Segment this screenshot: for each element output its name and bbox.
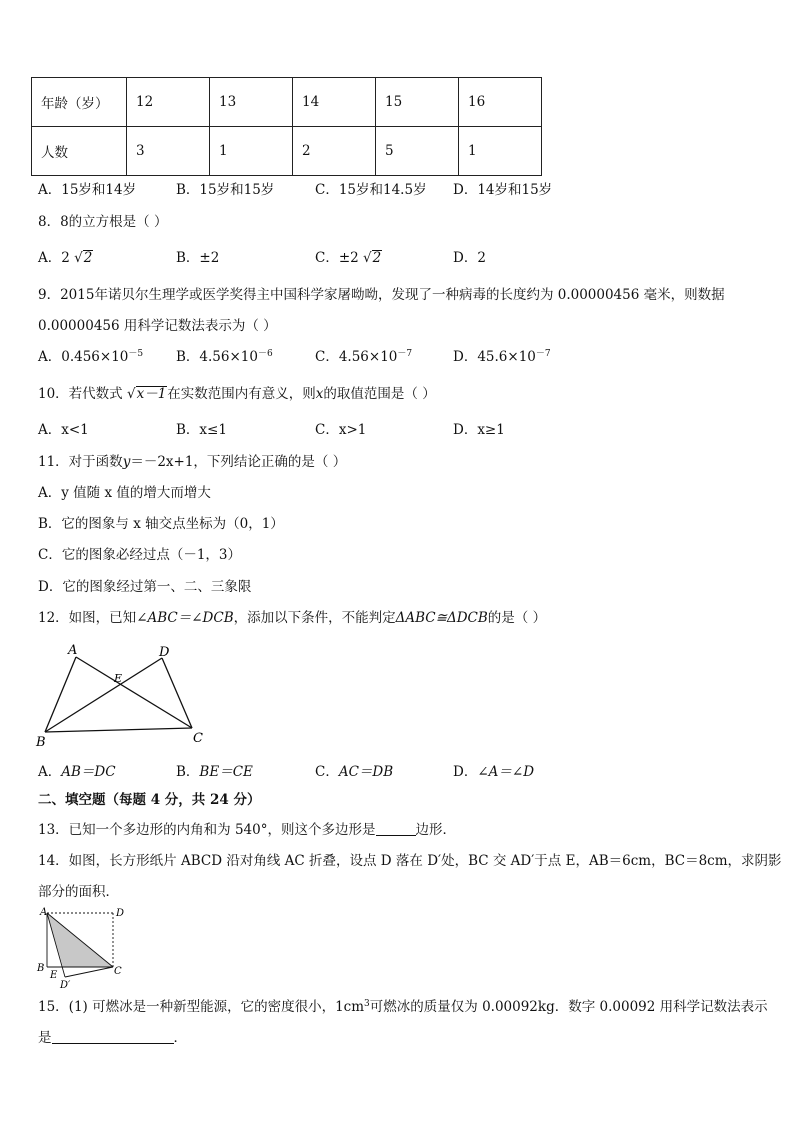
q15-stem-pre: 15．(1) 可燃冰是一种新型能源，它的密度很小，1cm	[38, 999, 365, 1015]
label-d: D	[116, 908, 125, 919]
table-cell: 人数	[32, 127, 127, 176]
q8-options	[38, 248, 758, 268]
q10-stem-post: 的取值范围是（ ）	[323, 386, 436, 402]
label-e: E	[114, 672, 123, 685]
q8-option-c: C．±2 √2	[315, 250, 382, 266]
q12-option-b-prefix: B．	[176, 764, 200, 780]
table-cell: 5	[376, 127, 459, 176]
q10-radicand: x－1	[136, 386, 167, 402]
q12-option-d-math: ∠A＝∠D	[477, 764, 535, 780]
q9-stem-line2: 0.00000456 用科学记数法表示为（ ）	[38, 318, 277, 334]
q7-option-c: C．15岁和14.5岁	[315, 182, 427, 198]
label-d: D	[159, 645, 170, 660]
q12-option-a	[38, 762, 116, 782]
q12-stem-mid: ，添加以下条件，不能判定	[233, 610, 396, 626]
q8-option-c-prefix: C．±2	[315, 250, 359, 266]
q12-option-c-prefix: C．	[315, 764, 339, 780]
q9-option-a	[38, 347, 143, 367]
table-cell: 14	[293, 78, 376, 127]
q13-stem-post: 边形．	[415, 822, 456, 838]
section-title: 二、填空题（每题 4 分，共 24 分）	[38, 792, 261, 808]
q7-options	[38, 180, 758, 200]
q12-stem-pre: 12．如图，已知	[38, 610, 137, 626]
q7-option-b: B．15岁和15岁	[176, 182, 275, 198]
table-cell: 15	[376, 78, 459, 127]
q13-stem-pre: 13．已知一个多边形的内角和为 540°，则这个多边形是	[38, 822, 376, 838]
q12-condition: ∠ABC＝∠DCB	[136, 610, 234, 626]
q12-option-c	[315, 762, 393, 782]
table-cell: 1	[210, 127, 293, 176]
q12-options	[38, 762, 758, 782]
table-cell: 3	[127, 127, 210, 176]
table-cell: 13	[210, 78, 293, 127]
q12-figure	[30, 640, 220, 750]
q12-option-d	[453, 762, 534, 782]
q11-stem	[38, 452, 346, 472]
q8-option-a-prefix: A．2	[38, 250, 70, 266]
segment-bd	[45, 658, 162, 732]
q15-superscript: 3	[364, 999, 370, 1009]
q9-option-d-exponent: －7	[535, 349, 551, 359]
q11-stem-post: ＝－2x+1，下列结论正确的是（ ）	[130, 454, 347, 470]
q7-option-a: A．15岁和14岁	[38, 182, 137, 198]
q9-option-a-exponent: －5	[128, 349, 144, 359]
q9-stem-line1: 9．2015年诺贝尔生理学或医学奖得主中国科学家屠呦呦，发现了一种病毒的长度约为 0.00000456 毫米，则数据	[38, 287, 725, 303]
q15-stem-line2	[38, 1028, 187, 1048]
q10-options	[38, 420, 758, 440]
q12-conclusion: ΔABC≅ΔDCB	[395, 610, 488, 626]
q9-option-b-base: B．4.56×10	[176, 349, 258, 365]
q14-stem-line2: 部分的面积．	[38, 884, 119, 900]
q15-line2-pre: 是	[38, 1030, 52, 1046]
segment-ab	[45, 657, 76, 732]
q11-stem-pre: 11．对于函数	[38, 454, 123, 470]
q12-option-a-prefix: A．	[38, 764, 62, 780]
q11-function-var: y	[122, 454, 131, 470]
label-b: B	[37, 963, 45, 974]
q10-option-d: D．x≥1	[453, 422, 505, 438]
q8-option-c-radicand: 2	[372, 250, 382, 266]
label-d-prime: D′	[60, 980, 71, 990]
q9-option-c	[315, 347, 412, 367]
q12-option-a-math: AB＝DC	[61, 764, 116, 780]
label-c: C	[114, 966, 122, 977]
label-c: C	[193, 731, 203, 746]
q15-stem-post: 可燃冰的质量仅为 0.00092kg．数字 0.00092 用科学记数法表示	[369, 999, 768, 1015]
table-row	[32, 127, 542, 176]
q14-figure	[34, 905, 129, 990]
q12-option-c-math: AC＝DB	[338, 764, 394, 780]
q10-option-a: A．x<1	[38, 422, 89, 438]
q8-option-d: D．2	[453, 250, 486, 266]
q9-option-b	[176, 347, 273, 367]
q12-stem	[38, 608, 546, 628]
q11-option-a: A．y 值随 x 值的增大而增大	[38, 485, 211, 501]
label-a: A	[68, 643, 78, 658]
q9-option-b-exponent: －6	[257, 349, 273, 359]
age-count-table	[31, 77, 542, 176]
q9-option-d-base: D．45.6×10	[453, 349, 536, 365]
q12-option-d-prefix: D．	[453, 764, 478, 780]
q12-option-b	[176, 762, 253, 782]
q13-answer-blank[interactable]	[376, 821, 416, 836]
table-cell: 16	[459, 78, 542, 127]
q9-option-c-base: C．4.56×10	[315, 349, 398, 365]
segment-d-prime-c	[65, 967, 113, 977]
q15-line2-post: ．	[173, 1030, 187, 1046]
segment-ac	[76, 657, 192, 728]
table-cell: 2	[293, 127, 376, 176]
q8-option-b: B．±2	[176, 250, 220, 266]
q10-stem-mid: 在实数范围内有意义，则	[167, 386, 316, 402]
table-cell: 年龄（岁）	[32, 78, 127, 127]
q14-stem-line1: 14．如图，长方形纸片 ABCD 沿对角线 AC 折叠，设点 D 落在 D′处，BC 交 AD′于点 E，AB＝6cm，BC＝8cm，求阴影	[38, 853, 782, 869]
label-b: B	[36, 735, 46, 750]
label-a: A	[40, 907, 48, 918]
q9-options	[38, 347, 758, 367]
q12-stem-post: 的是（ ）	[487, 610, 547, 626]
q9-option-d	[453, 347, 551, 367]
q10-option-b: B．x≤1	[176, 422, 227, 438]
segment-bc	[45, 728, 192, 732]
q8-option-a: A．2 √2	[38, 250, 93, 266]
segment-cd	[162, 658, 192, 728]
q12-option-b-math: BE＝CE	[199, 764, 253, 780]
q10-stem: 10．若代数式 √x－1在实数范围内有意义，则x的取值范围是（ ）	[38, 386, 436, 402]
q11-option-c: C．它的图象必经过点（－1，3）	[38, 547, 242, 563]
q10-variable: x	[315, 386, 324, 402]
q10-option-c: C．x>1	[315, 422, 367, 438]
q9-option-c-exponent: －7	[397, 349, 413, 359]
q8-option-a-radicand: 2	[83, 250, 93, 266]
q15-stem-line1	[38, 997, 768, 1017]
q10-stem-pre: 10．若代数式	[38, 386, 123, 402]
q7-option-d: D．14岁和15岁	[453, 182, 553, 198]
q11-option-d: D．它的图象经过第一、二、三象限	[38, 579, 252, 595]
table-cell: 12	[127, 78, 210, 127]
q8-stem: 8．8的立方根是（ ）	[38, 214, 168, 230]
table-row	[32, 78, 542, 127]
table-cell: 1	[459, 127, 542, 176]
q9-option-a-base: A．0.456×10	[38, 349, 129, 365]
q15-answer-blank[interactable]	[52, 1029, 174, 1044]
q13-stem	[38, 820, 456, 840]
q11-option-b: B．它的图象与 x 轴交点坐标为（0，1）	[38, 516, 284, 532]
label-e: E	[50, 970, 58, 981]
